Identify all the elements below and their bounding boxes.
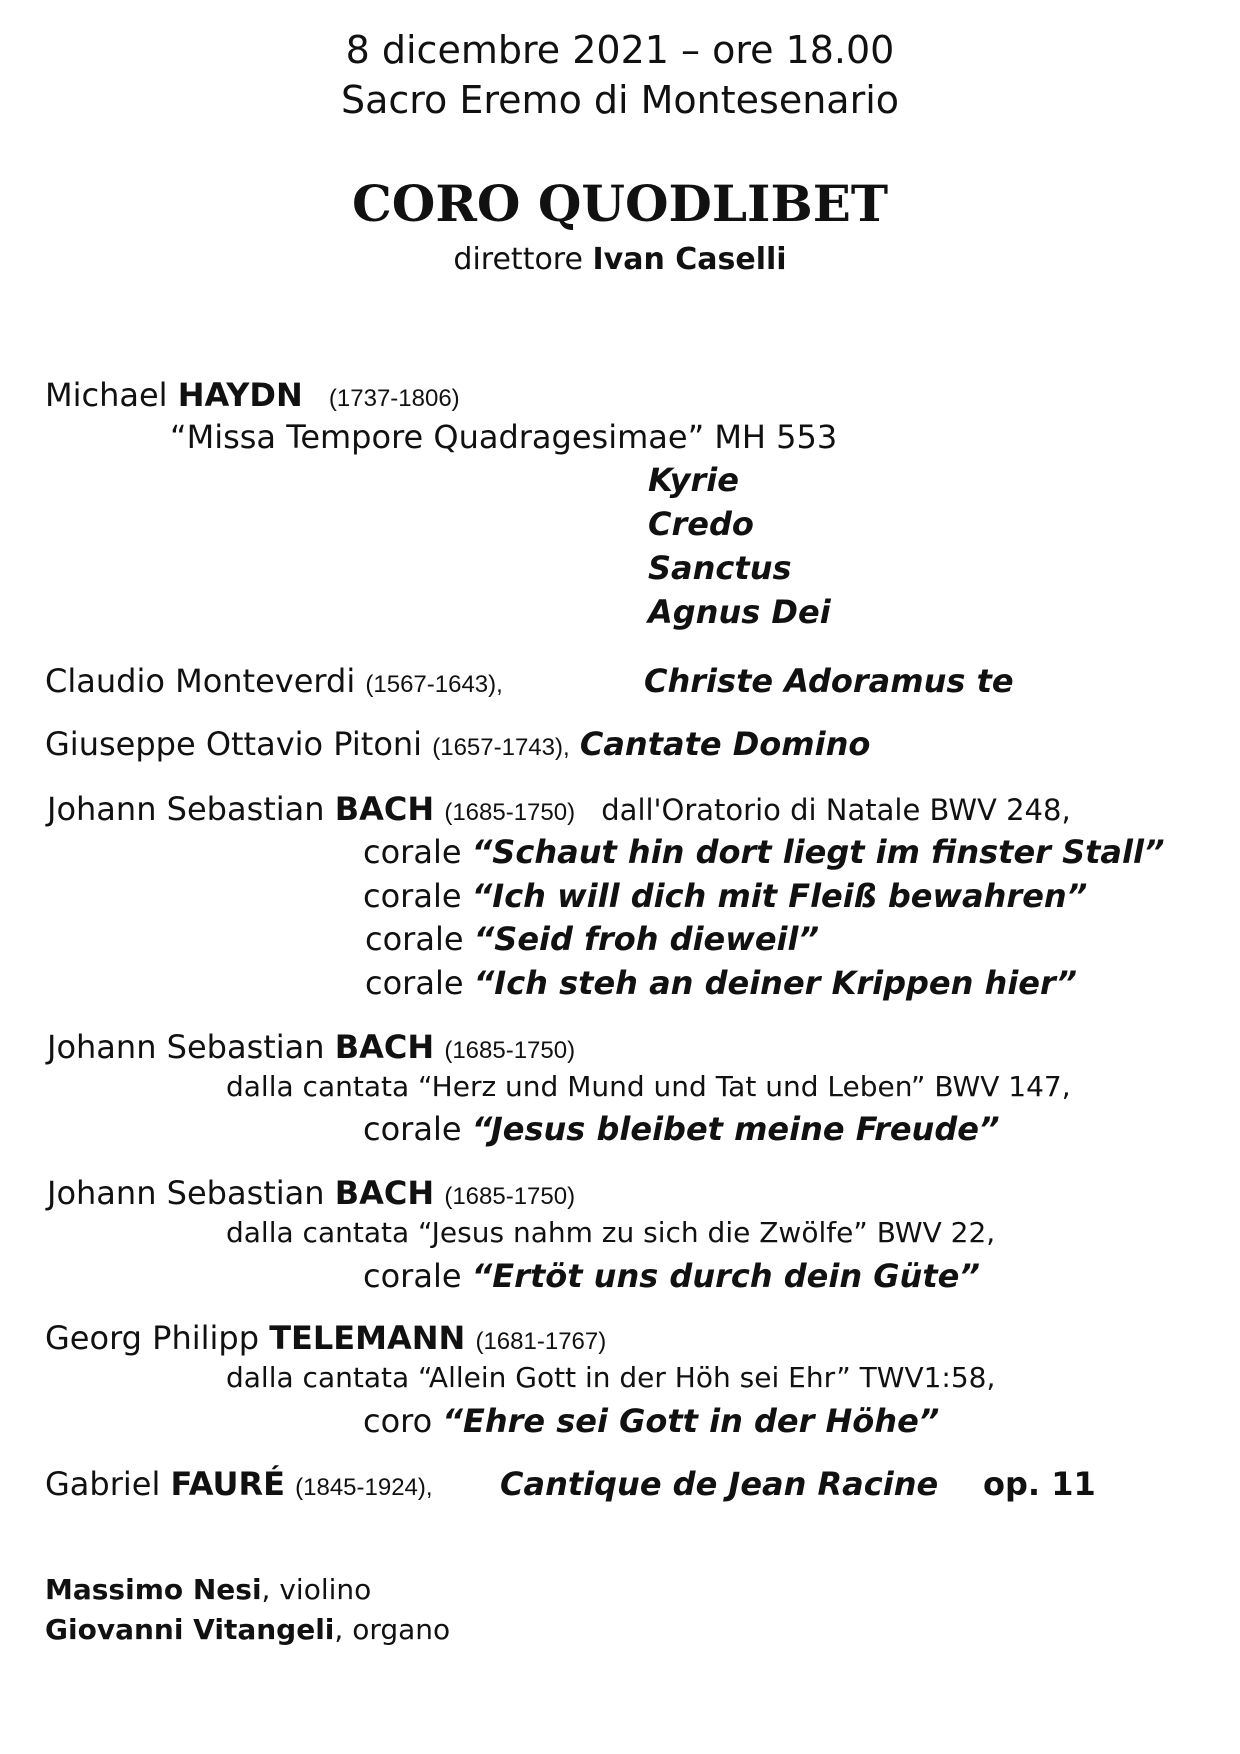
work-faure: Cantique de Jean Racine: [500, 1465, 939, 1503]
opus-faure: op. 11: [983, 1465, 1096, 1503]
movement-item: Credo: [648, 505, 754, 543]
work-haydn-missa: “Missa Tempore Quadragesimae” MH 553: [170, 418, 838, 456]
composer-pitoni: Giuseppe Ottavio Pitoni (1657-1743), Cantate Domino: [45, 725, 871, 763]
director-line: [0, 242, 1240, 277]
choir-title: CORO QUODLIBET: [351, 174, 889, 233]
work-monteverdi: Christe Adoramus te: [644, 662, 1014, 700]
source-bwv22: dalla cantata “Jesus nahm zu sich die Zwölfe” BWV 22,: [226, 1216, 996, 1249]
corale-line: corale “Seid froh dieweil”: [365, 920, 820, 958]
composer-telemann: Georg Philipp TELEMANN (1681-1767): [45, 1319, 607, 1357]
director-label: direttore: [453, 242, 583, 277]
corale-line: corale “Ich will dich mit Fleiß bewahren”: [363, 877, 1088, 915]
work-pitoni: Cantate Domino: [579, 725, 871, 763]
composer-bach: Johann Sebastian BACH (1685-1750): [47, 1028, 576, 1066]
movement-item: Agnus Dei: [648, 593, 831, 631]
composer-monteverdi: Claudio Monteverdi (1567-1643),: [45, 662, 503, 700]
movement-item: Kyrie: [648, 461, 739, 499]
source-twv: dalla cantata “Allein Gott in der Höh sei Ehr” TWV1:58,: [226, 1361, 996, 1394]
performer-violin: Massimo Nesi, violino: [45, 1573, 372, 1606]
corale-line: corale “Schaut hin dort liegt im finster Stall”: [363, 833, 1165, 871]
source-bwv147: dalla cantata “Herz und Mund und Tat und Leben” BWV 147,: [226, 1070, 1071, 1103]
corale-line: corale “Jesus bleibet meine Freude”: [363, 1110, 1000, 1148]
director-name: Ivan Caselli: [592, 242, 787, 277]
composer-bach: Johann Sebastian BACH (1685-1750) dall'Oratorio di Natale BWV 248,: [47, 790, 1071, 828]
source-bwv248: dall'Oratorio di Natale BWV 248,: [601, 793, 1071, 827]
composer-haydn: Michael HAYDN (1737-1806): [45, 376, 460, 414]
coro-line: coro “Ehre sei Gott in der Höhe”: [363, 1402, 940, 1440]
corale-line: corale “Ertöt uns durch dein Güte”: [363, 1257, 980, 1295]
date-time: 8 dicembre 2021 – ore 18.00: [345, 28, 895, 72]
movement-item: Sanctus: [648, 549, 792, 587]
corale-line: corale “Ich steh an deiner Krippen hier”: [365, 964, 1077, 1002]
venue: Sacro Eremo di Montesenario: [340, 78, 900, 122]
composer-faure: Gabriel FAURÉ (1845-1924),: [45, 1465, 433, 1503]
composer-bach: Johann Sebastian BACH (1685-1750): [47, 1174, 576, 1212]
performer-organ: Giovanni Vitangeli, organo: [45, 1613, 451, 1646]
